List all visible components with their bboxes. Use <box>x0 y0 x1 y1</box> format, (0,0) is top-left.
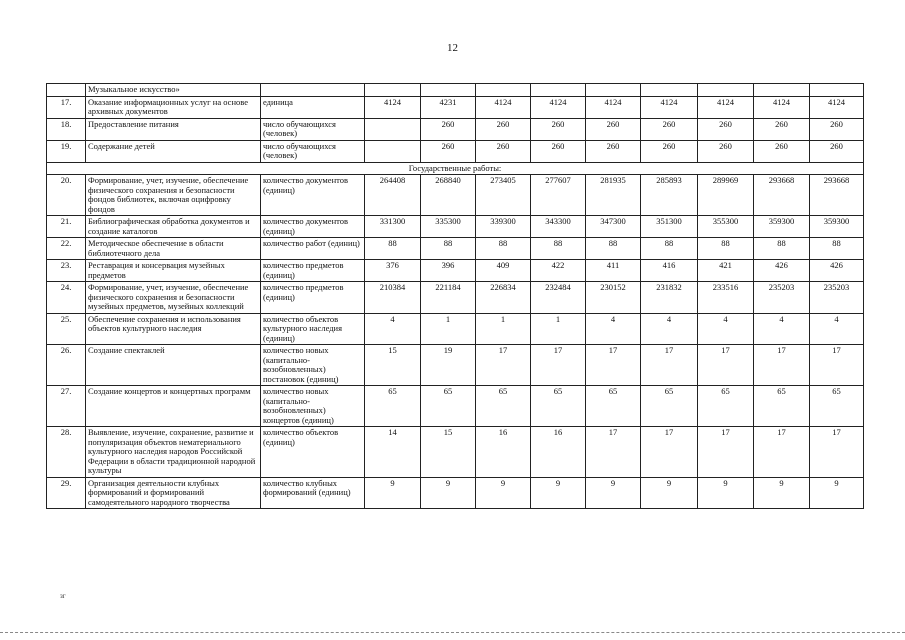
service-name: Формирование, учет, изучение, обеспечение физического сохранения и безопасности музейных предметов, музейных коллекций <box>86 282 261 314</box>
indicator-value: 260 <box>476 140 531 162</box>
row-number: 29. <box>47 477 86 509</box>
indicator-value: 16 <box>531 427 586 478</box>
indicator-value: 14 <box>365 427 421 478</box>
service-name: Формирование, учет, изучение, обеспечение физического сохранения и безопасности фондов библиотек, включая оцифровку фондов <box>86 175 261 216</box>
indicator-value: 17 <box>698 345 754 386</box>
indicator-value: 17 <box>698 427 754 478</box>
indicator-value: 260 <box>586 140 641 162</box>
indicator-value: 9 <box>421 477 476 509</box>
indicator-value: 9 <box>754 477 810 509</box>
indicator-value: 426 <box>810 260 864 282</box>
indicator-value: 4124 <box>365 96 421 118</box>
indicator-value: 281935 <box>586 175 641 216</box>
table-row <box>47 175 864 216</box>
service-name: Создание концертов и концертных программ <box>86 386 261 427</box>
indicator-value: 230152 <box>586 282 641 314</box>
indicator-value: 260 <box>421 140 476 162</box>
row-number: 18. <box>47 118 86 140</box>
indicator-value: 16 <box>476 427 531 478</box>
indicator-value: 4231 <box>421 96 476 118</box>
indicator-value <box>365 84 421 97</box>
indicator-value: 351300 <box>641 216 698 238</box>
unit-of-measure: число обучающихся (человек) <box>261 140 365 162</box>
indicator-value: 396 <box>421 260 476 282</box>
indicator-value: 4 <box>641 313 698 345</box>
indicator-value: 4124 <box>641 96 698 118</box>
row-number: 25. <box>47 313 86 345</box>
indicator-value: 411 <box>586 260 641 282</box>
indicator-value: 9 <box>698 477 754 509</box>
service-name: Музыкальное искусство» <box>86 84 261 97</box>
section-title: Государственные работы: <box>47 162 864 175</box>
indicator-value: 416 <box>641 260 698 282</box>
indicator-value: 335300 <box>421 216 476 238</box>
row-number: 24. <box>47 282 86 314</box>
unit-of-measure <box>261 84 365 97</box>
indicator-value: 4 <box>365 313 421 345</box>
indicator-value: 17 <box>586 345 641 386</box>
indicator-value: 260 <box>810 140 864 162</box>
row-number: 20. <box>47 175 86 216</box>
indicator-value: 260 <box>641 118 698 140</box>
indicator-value: 359300 <box>810 216 864 238</box>
indicator-value: 422 <box>531 260 586 282</box>
indicator-value: 339300 <box>476 216 531 238</box>
indicator-value: 4 <box>698 313 754 345</box>
indicator-value: 376 <box>365 260 421 282</box>
indicator-value <box>586 84 641 97</box>
indicator-value: 15 <box>421 427 476 478</box>
indicator-value <box>754 84 810 97</box>
service-name: Содержание детей <box>86 140 261 162</box>
indicator-value: 65 <box>586 386 641 427</box>
service-name: Обеспечение сохранения и использования объектов культурного наследия <box>86 313 261 345</box>
table-row <box>47 84 864 97</box>
indicator-value: 260 <box>810 118 864 140</box>
service-name: Библиографическая обработка документов и создание каталогов <box>86 216 261 238</box>
indicator-value: 235203 <box>754 282 810 314</box>
indicator-value <box>365 140 421 162</box>
table-row <box>47 282 864 314</box>
indicator-value <box>641 84 698 97</box>
indicator-value: 65 <box>641 386 698 427</box>
indicator-value <box>810 84 864 97</box>
indicator-value: 88 <box>754 238 810 260</box>
table-row <box>47 260 864 282</box>
service-name: Выявление, изучение, сохранение, развитие и популяризация объектов нематериального культурного наследия народов Российской Федерации в области традиционной народной культуры <box>86 427 261 478</box>
indicator-value: 4 <box>810 313 864 345</box>
unit-of-measure: количество новых (капитально-возобновленных) постановок (единиц) <box>261 345 365 386</box>
indicator-value: 17 <box>641 345 698 386</box>
indicator-value: 9 <box>531 477 586 509</box>
indicator-value <box>531 84 586 97</box>
table-row <box>47 140 864 162</box>
indicator-value: 289969 <box>698 175 754 216</box>
service-name: Предоставление питания <box>86 118 261 140</box>
indicator-value: 273405 <box>476 175 531 216</box>
indicator-value: 4 <box>586 313 641 345</box>
indicator-value: 17 <box>476 345 531 386</box>
unit-of-measure: количество документов (единиц) <box>261 216 365 238</box>
indicator-value: 65 <box>810 386 864 427</box>
row-number <box>47 84 86 97</box>
indicator-value: 260 <box>531 118 586 140</box>
indicator-value: 17 <box>754 427 810 478</box>
table-row <box>47 96 864 118</box>
indicator-value: 17 <box>586 427 641 478</box>
service-name: Реставрация и консервация музейных предметов <box>86 260 261 282</box>
indicator-value: 426 <box>754 260 810 282</box>
unit-of-measure: количество документов (единиц) <box>261 175 365 216</box>
indicator-value: 264408 <box>365 175 421 216</box>
service-name: Создание спектаклей <box>86 345 261 386</box>
indicator-value: 9 <box>641 477 698 509</box>
scan-edge <box>0 632 905 633</box>
row-number: 23. <box>47 260 86 282</box>
page-number: 12 <box>447 42 458 54</box>
service-name: Организация деятельности клубных формирований и формирований самодеятельного народного творчества <box>86 477 261 509</box>
row-number: 22. <box>47 238 86 260</box>
indicator-value: 233516 <box>698 282 754 314</box>
indicator-value: 65 <box>754 386 810 427</box>
row-number: 28. <box>47 427 86 478</box>
indicator-value: 19 <box>421 345 476 386</box>
indicator-value: 260 <box>698 140 754 162</box>
indicator-value: 355300 <box>698 216 754 238</box>
unit-of-measure: число обучающихся (человек) <box>261 118 365 140</box>
indicator-value <box>698 84 754 97</box>
indicator-value: 65 <box>698 386 754 427</box>
indicator-value: 260 <box>698 118 754 140</box>
row-number: 17. <box>47 96 86 118</box>
indicator-value: 260 <box>754 118 810 140</box>
table-row <box>47 118 864 140</box>
footer-mark: зг <box>60 592 66 600</box>
section-row <box>47 162 864 175</box>
unit-of-measure: единица <box>261 96 365 118</box>
indicator-value: 88 <box>641 238 698 260</box>
indicator-value: 1 <box>421 313 476 345</box>
indicator-value: 293668 <box>810 175 864 216</box>
unit-of-measure: количество новых (капитально-возобновленных) концертов (единиц) <box>261 386 365 427</box>
indicator-value: 347300 <box>586 216 641 238</box>
indicator-value: 4124 <box>754 96 810 118</box>
indicator-value: 260 <box>754 140 810 162</box>
table-row <box>47 238 864 260</box>
indicator-value: 343300 <box>531 216 586 238</box>
indicator-value: 88 <box>531 238 586 260</box>
indicator-value: 4124 <box>531 96 586 118</box>
row-number: 21. <box>47 216 86 238</box>
indicator-value: 359300 <box>754 216 810 238</box>
indicator-value: 260 <box>531 140 586 162</box>
indicator-value: 226834 <box>476 282 531 314</box>
indicator-value: 260 <box>641 140 698 162</box>
table-row <box>47 386 864 427</box>
indicator-value: 17 <box>641 427 698 478</box>
indicator-value: 4 <box>754 313 810 345</box>
table-row <box>47 345 864 386</box>
indicator-value: 88 <box>421 238 476 260</box>
indicator-value: 88 <box>365 238 421 260</box>
indicator-value: 17 <box>754 345 810 386</box>
indicator-value: 9 <box>476 477 531 509</box>
indicator-value: 9 <box>810 477 864 509</box>
indicator-value: 88 <box>476 238 531 260</box>
table-row <box>47 216 864 238</box>
unit-of-measure: количество клубных формирований (единиц) <box>261 477 365 509</box>
indicator-value <box>365 118 421 140</box>
indicator-value: 260 <box>476 118 531 140</box>
indicator-value: 9 <box>365 477 421 509</box>
indicator-value: 4124 <box>586 96 641 118</box>
row-number: 19. <box>47 140 86 162</box>
unit-of-measure: количество объектов культурного наследия (единиц) <box>261 313 365 345</box>
table-row <box>47 427 864 478</box>
indicator-value: 17 <box>810 345 864 386</box>
indicator-value: 285893 <box>641 175 698 216</box>
indicator-value: 331300 <box>365 216 421 238</box>
service-name: Методическое обеспечение в области библиотечного дела <box>86 238 261 260</box>
indicator-value: 65 <box>531 386 586 427</box>
indicator-value: 88 <box>698 238 754 260</box>
indicator-value: 293668 <box>754 175 810 216</box>
row-number: 27. <box>47 386 86 427</box>
table-row <box>47 477 864 509</box>
indicator-value: 232484 <box>531 282 586 314</box>
indicator-value: 260 <box>586 118 641 140</box>
indicator-value: 409 <box>476 260 531 282</box>
unit-of-measure: количество предметов (единиц) <box>261 260 365 282</box>
indicator-value <box>421 84 476 97</box>
indicator-value: 4124 <box>476 96 531 118</box>
indicator-value: 235203 <box>810 282 864 314</box>
indicator-value: 65 <box>365 386 421 427</box>
indicator-value: 221184 <box>421 282 476 314</box>
indicator-value: 1 <box>531 313 586 345</box>
indicator-value: 17 <box>531 345 586 386</box>
indicator-value: 65 <box>476 386 531 427</box>
indicator-value: 421 <box>698 260 754 282</box>
indicator-value: 210384 <box>365 282 421 314</box>
indicator-value <box>476 84 531 97</box>
row-number: 26. <box>47 345 86 386</box>
indicator-value: 4124 <box>698 96 754 118</box>
indicator-value: 15 <box>365 345 421 386</box>
indicator-value: 1 <box>476 313 531 345</box>
indicator-value: 88 <box>586 238 641 260</box>
unit-of-measure: количество работ (единиц) <box>261 238 365 260</box>
unit-of-measure: количество предметов (единиц) <box>261 282 365 314</box>
indicator-value: 65 <box>421 386 476 427</box>
indicator-value: 260 <box>421 118 476 140</box>
indicator-value: 231832 <box>641 282 698 314</box>
service-name: Оказание информационных услуг на основе архивных документов <box>86 96 261 118</box>
indicator-value: 17 <box>810 427 864 478</box>
indicator-value: 9 <box>586 477 641 509</box>
indicators-table <box>46 83 864 509</box>
indicator-value: 268840 <box>421 175 476 216</box>
unit-of-measure: количество объектов (единиц) <box>261 427 365 478</box>
table-row <box>47 313 864 345</box>
indicator-value: 88 <box>810 238 864 260</box>
indicator-value: 4124 <box>810 96 864 118</box>
indicator-value: 277607 <box>531 175 586 216</box>
